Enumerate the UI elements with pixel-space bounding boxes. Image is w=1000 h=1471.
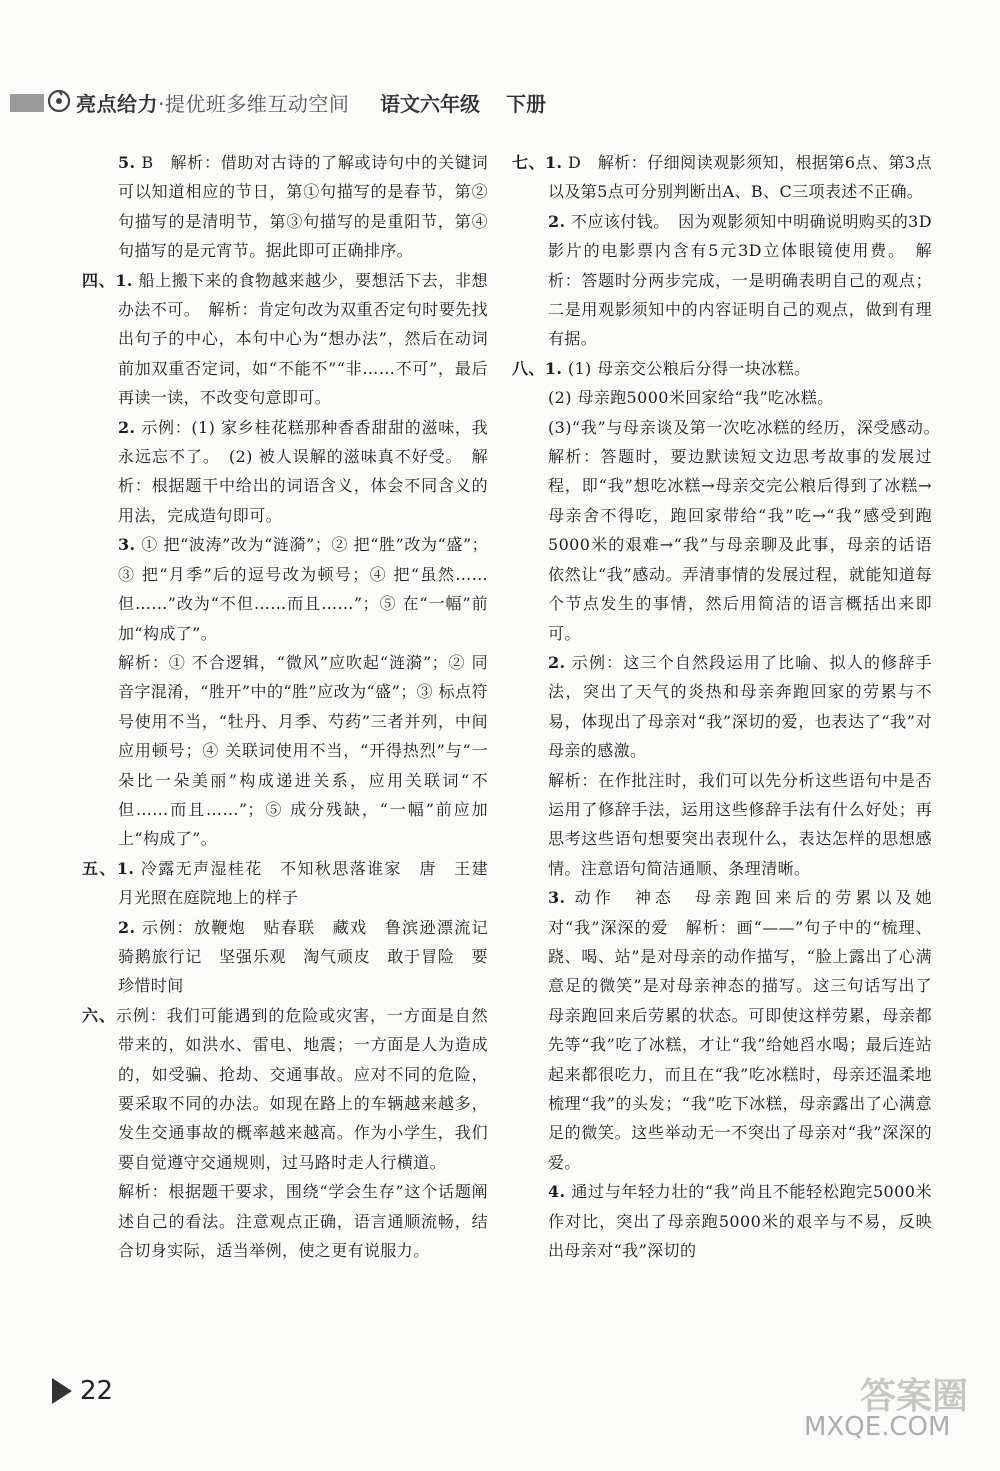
- answer-text: 船上搬下来的食物越来越少，要想活下去，非想办法不可。 解析：肯定句改为双重否定句时要先找出句子的中心，本句中心为“想办法”，然后在动词前加双重否定词，如“不能不”“非……不可”，最后再读一读，不改变句意即可。: [118, 270, 488, 408]
- brand-separator: ·: [158, 92, 165, 116]
- answer-text: 示例：放鞭炮 贴春联 藏戏 鲁滨逊漂流记 骑鹅旅行记 坚强乐观 淘气顽皮 敢于冒险 要珍惜时间: [118, 917, 505, 996]
- header-title: [76, 88, 349, 117]
- answer-q8-1b: (2) 母亲跑5000米回家给“我”吃冰糕。: [548, 388, 834, 408]
- answer-text: 示例：这三个自然段运用了比喻、拟人的修辞手法，突出了天气的炎热和母亲奔跑回家的劳累与不易，体现出了母亲对“我”深切的爱，也表达了“我”对母亲的感激。: [548, 652, 932, 761]
- answer-text: D 解析：仔细阅读观影须知，根据第6点、第3点以及第5点可分别判断出A、B、C三项表述不正确。: [548, 153, 932, 202]
- brand-subtitle: 提优班多维互动空间: [164, 92, 350, 116]
- item-number: 1.: [115, 270, 133, 290]
- item-number: 2.: [548, 211, 566, 231]
- left-column: [82, 148, 505, 1265]
- right-column: [512, 148, 949, 1265]
- item-number: 2.: [118, 917, 136, 937]
- analysis-q4-3: 解析：① 不合逻辑，“微风”应吹起“涟漪”；② 同音字混淆，“胜开”中的“胜”应改为“盛”；③ 标点符号使用不当，“牡丹、月季、芍药”三者并列，中间应用顿号；④ 关联词使用不当，“开得热烈”与“一朵比一朵美丽”构成递进关系，应用关联词“不但……而且……”；⑤ 成分残缺，“一幅”前应加上“构成了”。: [118, 652, 488, 849]
- answer-text: 示例：我们可能遇到的危险或灾害，一方面是自然带来的，如洪水、雷电、地震；一方面是人为造成的，如受骗、抢劫、交通事故。应对不同的危险，要采取不同的办法。如现在路上的车辆越来越多，发生交通事故的概率越来越高。作为小学生，我们要自觉遵守交通规则，过马路时走人行横道。: [115, 1005, 488, 1172]
- answer-q4-1: [82, 266, 488, 413]
- item-number: 2.: [118, 417, 136, 437]
- item-number: 2.: [548, 652, 566, 672]
- header-grade: [380, 88, 546, 117]
- answer-q7-1: [512, 148, 932, 207]
- analysis-q6: 解析：根据题干要求，围绕“学会生存”这个话题阐述自己的看法。注意观点正确，语言通顺流畅，结合切身实际，适当举例，使之更有说服力。: [118, 1182, 488, 1261]
- item-number: 1.: [116, 858, 135, 878]
- page-number: 22: [80, 1376, 114, 1406]
- answer-q5-2: [82, 913, 505, 1001]
- answer-q7-2: [512, 207, 932, 354]
- subject-label: 语文六年级: [380, 92, 480, 116]
- answer-text: 示例：(1) 家乡桂花糕那种香香甜甜的滋味，我永远忘不了。 (2) 被人误解的滋味真不好受。 解析：根据题干中给出的词语含义，体会不同含义的用法，完成造句即可。: [118, 417, 488, 525]
- volume-label: 下册: [506, 92, 546, 116]
- page-header: [0, 78, 1000, 128]
- section-label: 五、: [82, 858, 117, 878]
- brand-name: 亮点给力: [76, 92, 158, 116]
- watermark-url: MXQE.COM: [804, 1412, 951, 1442]
- answer-q4-2: [82, 413, 488, 531]
- answer-q8-1c: (3)“我”与母亲谈及第一次吃冰糕的经历，深受感动。 解析：答题时，要边默读短文边思考故事的发展过程，即“我”想吃冰糕→母亲交完公粮后得到了冰糕→母亲舍不得吃，跑回家带给“我”吃→“我”感受到跑5000米的艰难→“我”与母亲聊及此事，母亲的话语依然让“我”感动。弄清事情的发展过程，就能知道每个节点发生的事情，然后用简洁的语言概括出来即可。: [548, 417, 949, 643]
- item-number: 3.: [548, 888, 566, 908]
- item-number: 4.: [548, 1182, 566, 1202]
- answer-q4-3: [82, 530, 488, 648]
- section-label: 七、: [512, 153, 545, 172]
- analysis-q8-2: 解析：在作批注时，我们可以先分析这些语句中是否运用了修辞手法，运用这些修辞手法有什么好处；再思考这些语句想要突出表现什么，表达怎样的思想感情。注意语句简洁通顺、条理清晰。: [548, 770, 932, 878]
- answer-s5: [82, 148, 488, 266]
- answer-text: 通过与年轻力壮的“我”尚且不能轻松跑完5000米作对比，突出了母亲跑5000米的艰辛与不易，反映出母亲对“我”深切的: [548, 1182, 932, 1261]
- answer-text: 动作 神态 母亲跑回来后的劳累以及她对“我”深深的爱 解析：画“——”句子中的“梳理、跷、喝、站”是对母亲的动作描写，“脸上露出了心满意足的微笑”是对母亲神态的描写。这三句话写出了母亲跑回来后劳累的状态。可即使这样劳累，母亲都先等“我”吃了冰糕，才让“我”给她舀水喝；最后连站起来都很吃力，而且在“我”吃冰糕时，母亲还温柔地梳理“我”的头发；“我”吃下冰糕，母亲露出了心满意足的微笑。这些举动无一不突出了母亲对“我”深深的爱。: [548, 888, 932, 1172]
- item-number: 3.: [118, 535, 136, 555]
- answer-q8-3: [512, 883, 932, 1177]
- answer-text: 冷露无声湿桂花 不知秋思落谁家 唐 王建 月光照在庭院地上的样子: [118, 858, 505, 908]
- answer-q8-1a: [512, 354, 932, 383]
- section-label: 四、: [82, 270, 116, 290]
- section-label: 六、: [82, 1005, 116, 1025]
- section-label: 八、: [512, 358, 545, 378]
- brand-logo-icon: [46, 88, 72, 114]
- item-number: 1.: [544, 358, 563, 378]
- answer-text: 不应该付钱。 因为观影须知中明确说明购买的3D影片的电影票内含有5元3D立体眼镜使用费。 解析：答题时分两步完成，一是明确表明自己的观点；二是用观影须知中的内容证明自己的观点，做到有理有据。: [548, 211, 932, 349]
- answer-q8-2: [512, 648, 932, 766]
- answer-text: B 解析：借助对古诗的了解或诗句中的关键词可以知道相应的节日，第①句描写的是春节，第②句描写的是清明节，第③句描写的是重阳节，第④句描写的是元宵节。据此即可正确排序。: [118, 153, 488, 261]
- header-bar: [10, 94, 44, 112]
- watermark-logo: 答案圈: [860, 1376, 969, 1417]
- answer-q8-4: [512, 1177, 932, 1265]
- answer-text: (1) 母亲交公粮后分得一块冰糕。: [567, 358, 811, 378]
- item-number: 5.: [118, 153, 136, 172]
- answer-text: ① 把“波涛”改为“涟漪”；② 把“胜”改为“盛”；③ 把“月季”后的逗号改为顿号；④ 把“虽然……但……”改为“不但……而且……”；⑤ 在“一幅”前加“构成了”。: [118, 535, 488, 643]
- answer-q6: [82, 1001, 488, 1177]
- page-arrow-icon: [52, 1378, 72, 1404]
- item-number: 1.: [544, 153, 563, 172]
- answer-q5-1: [82, 854, 505, 913]
